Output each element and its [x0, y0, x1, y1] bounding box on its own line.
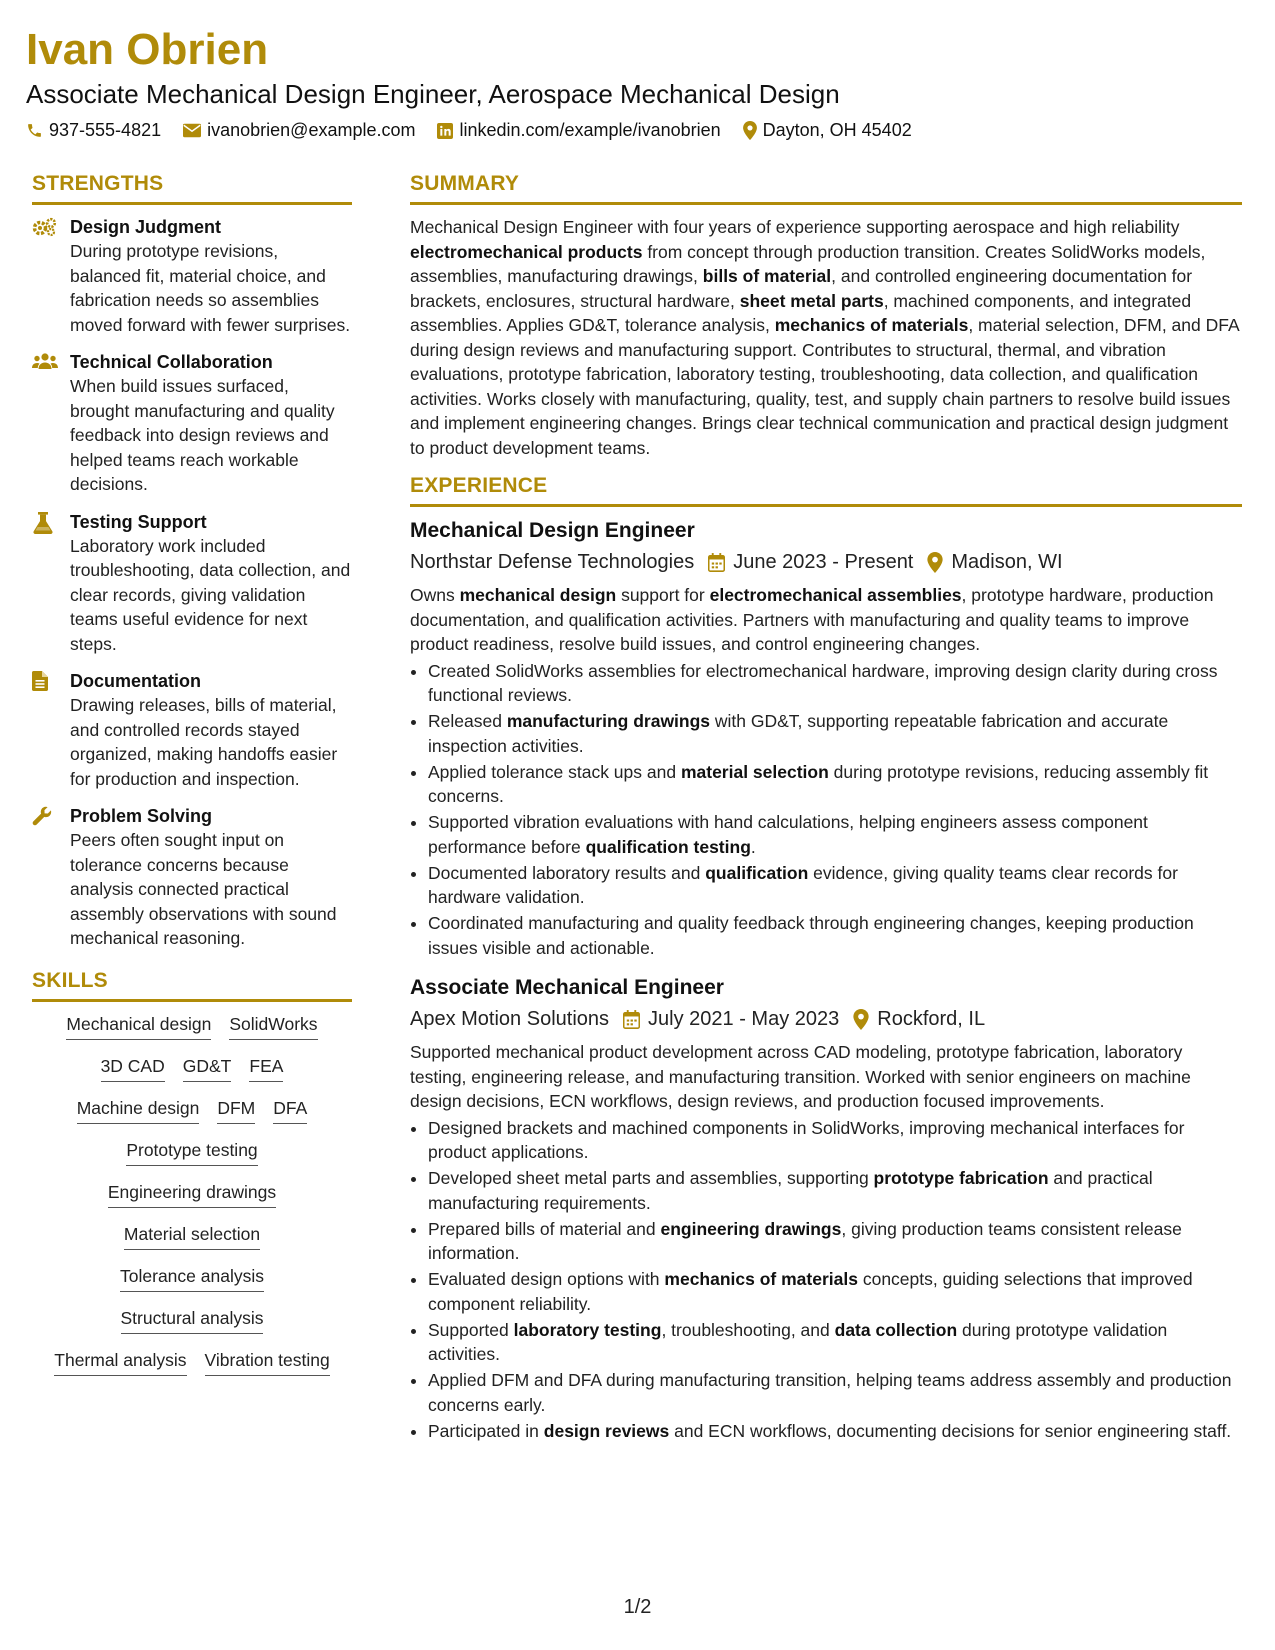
job-location-text: Rockford, IL [877, 1008, 986, 1030]
skill-tag: DFM [217, 1096, 255, 1124]
job-title: Associate Mechanical Engineer [410, 976, 724, 999]
summary-heading: SUMMARY [410, 172, 1242, 205]
skill-tag: Mechanical design [66, 1012, 211, 1040]
skill-tag: Vibration testing [205, 1348, 330, 1376]
job-meta [410, 1006, 1242, 1032]
document-icon [32, 671, 48, 691]
skills-heading: SKILLS [32, 969, 352, 1002]
job-company: Apex Motion Solutions [410, 1008, 610, 1030]
skill-tag: Material selection [124, 1222, 260, 1250]
skill-tag: 3D CAD [101, 1054, 165, 1082]
resume-header [26, 24, 1249, 141]
envelope-icon [183, 123, 201, 138]
linkedin-text: linkedin.com/example/ivanobrien [459, 120, 721, 140]
skills-row [32, 1054, 352, 1082]
contact-linkedin[interactable] [437, 120, 720, 141]
left-column [32, 172, 352, 1390]
job-company: Northstar Defense Technologies [410, 551, 695, 573]
job-entry [410, 974, 1242, 1443]
job-location [853, 1006, 985, 1032]
strength-desc: During prototype revisions, balanced fit, material choice, and fabrication needs so assemblies moved forward with fewer surprises. [70, 241, 351, 335]
job-bullet: • Participated in design reviews and ECN workflows, documenting decisions for senior engineering staff. [428, 1419, 1242, 1444]
job-bullet: • Supported vibration evaluations with hand calculations, helping engineers assess component performance before qualification testing. [428, 810, 1242, 859]
candidate-title: Associate Mechanical Design Engineer, Aerospace Mechanical Design [26, 79, 840, 109]
job-bullets [410, 1116, 1242, 1444]
contact-phone[interactable] [26, 120, 161, 141]
job-bullet: • Applied DFM and DFA during manufacturing transition, helping teams address assembly and production concerns early. [428, 1368, 1242, 1417]
job-bullet: • Released manufacturing drawings with GD&T, supporting repeatable fabrication and accurate inspection activities. [428, 709, 1242, 758]
strength-title: Design Judgment [70, 217, 222, 237]
strength-item [32, 804, 352, 951]
job-description: Supported mechanical product development across CAD modeling, prototype fabrication, laboratory testing, engineering release, and manufacturing transition. Worked with senior engineers on machine design decisions, ECN workflows, design reviews, and production focused improvements. [410, 1042, 1191, 1111]
skills-row [32, 1096, 352, 1124]
strength-desc: When build issues surfaced, brought manufacturing and quality feedback into design reviews and helped teams reach workable decisions. [70, 376, 335, 494]
candidate-name: Ivan Obrien [26, 25, 269, 74]
job-dates [708, 549, 913, 575]
job-bullet: • Evaluated design options with mechanics of materials concepts, guiding selections that improved component reliability. [428, 1267, 1242, 1316]
strength-desc: Peers often sought input on tolerance concerns because analysis connected practical assembly observations with sound mechanical reasoning. [70, 830, 337, 948]
contact-location [743, 120, 912, 141]
wrench-icon [32, 806, 52, 826]
job-dates-text: June 2023 - Present [733, 551, 914, 573]
summary-text: Mechanical Design Engineer with four years of experience supporting aerospace and high reliability electromechanical products from concept through production transition. Creates SolidWorks models, assemblies, manufacturing drawings, bills of material, and controlled engineering documentation for brackets, enclosures, structural hardware, sheet metal parts, machined components, and integrated assemblies. Applies GD&T, tolerance analysis, mechanics of materials, material selection, DFM, and DFA during design reviews and manufacturing support. Contributes to structural, thermal, and vibration evaluations, prototype fabrication, laboratory testing, troubleshooting, data collection, and qualification activities. Works closely with manufacturing, quality, test, and supply chain partners to resolve build issues and implement engineering changes. Brings clear technical communication and practical design judgment to product development teams. [410, 217, 1239, 458]
skill-tag: Engineering drawings [108, 1180, 276, 1208]
map-pin-icon [743, 121, 757, 140]
people-icon [32, 352, 58, 370]
job-bullet: • Designed brackets and machined components in SolidWorks, improving mechanical interfaces for product applications. [428, 1116, 1242, 1165]
job-dates [623, 1006, 839, 1032]
gears-icon [32, 217, 58, 237]
location-text: Dayton, OH 45402 [762, 120, 912, 140]
job-location [927, 549, 1062, 575]
strength-desc: Laboratory work included troubleshooting, data collection, and clear records, giving validation teams useful evidence for next steps. [70, 535, 351, 654]
skills-row [32, 1138, 352, 1166]
job-bullet: • Developed sheet metal parts and assemblies, supporting prototype fabrication and practical manufacturing requirements. [428, 1166, 1242, 1215]
flask-icon [32, 512, 54, 534]
right-column [410, 172, 1242, 1457]
skills-row [32, 1264, 352, 1292]
job-bullet: • Created SolidWorks assemblies for electromechanical hardware, improving design clarity during cross functional reviews. [428, 659, 1242, 708]
experience-list [410, 517, 1242, 1443]
skill-tag: Machine design [77, 1096, 200, 1124]
strength-title: Technical Collaboration [70, 352, 273, 372]
job-description: Owns mechanical design support for electromechanical assemblies, prototype hardware, production documentation, and qualification activities. Partners with manufacturing and quality teams to improve product readiness, resolve build issues, and control engineering changes. [410, 585, 1214, 654]
job-bullets [410, 659, 1242, 961]
job-dates-text: July 2021 - May 2023 [648, 1008, 840, 1030]
skill-tag: Structural analysis [121, 1306, 264, 1334]
strengths-heading: STRENGTHS [32, 172, 352, 205]
skill-tag: Prototype testing [126, 1138, 257, 1166]
skills-row [32, 1348, 352, 1376]
skills-section [32, 969, 352, 1376]
map-pin-icon [927, 552, 943, 573]
job-title: Mechanical Design Engineer [410, 519, 695, 542]
skills-row [32, 1222, 352, 1250]
skill-tag: SolidWorks [229, 1012, 317, 1040]
phone-icon [26, 122, 43, 139]
skills-row [32, 1180, 352, 1208]
strength-item [32, 669, 352, 791]
skill-tag: FEA [249, 1054, 283, 1082]
experience-heading: EXPERIENCE [410, 474, 1242, 507]
calendar-icon [623, 1010, 640, 1029]
strength-title: Testing Support [70, 511, 207, 532]
calendar-icon [708, 553, 725, 572]
strength-title: Documentation [70, 671, 202, 691]
map-pin-icon [853, 1009, 869, 1030]
strength-item [32, 350, 352, 497]
skills-row [32, 1012, 352, 1040]
strength-title: Problem Solving [70, 806, 213, 826]
skill-tag: Tolerance analysis [120, 1264, 264, 1292]
strength-item [32, 215, 352, 337]
email-text: ivanobrien@example.com [207, 120, 416, 140]
contact-bar [26, 120, 1249, 141]
contact-email[interactable] [183, 120, 415, 141]
job-bullet: • Supported laboratory testing, troubleshooting, and data collection during prototype validation activities. [428, 1318, 1242, 1367]
skill-tag: DFA [273, 1096, 307, 1124]
job-bullet: • Prepared bills of material and engineering drawings, giving production teams consistent release information. [428, 1217, 1242, 1266]
job-meta [410, 549, 1242, 575]
page-number: 1/2 [623, 1596, 652, 1618]
phone-text: 937-555-4821 [49, 120, 162, 140]
skill-tag: Thermal analysis [54, 1348, 186, 1376]
job-bullet: • Documented laboratory results and qualification evidence, giving quality teams clear records for hardware validation. [428, 861, 1242, 910]
job-bullet: • Applied tolerance stack ups and material selection during prototype revisions, reducing assembly fit concerns. [428, 760, 1242, 809]
skills-list [32, 1012, 352, 1376]
strength-item [32, 510, 352, 657]
skills-row [32, 1306, 352, 1334]
job-location-text: Madison, WI [951, 551, 1063, 573]
linkedin-icon [437, 123, 453, 139]
job-bullet: • Coordinated manufacturing and quality feedback through engineering changes, keeping production issues visible and actionable. [428, 911, 1242, 960]
job-entry [410, 517, 1242, 960]
skill-tag: GD&T [183, 1054, 232, 1082]
strength-desc: Drawing releases, bills of material, and controlled records stayed organized, making handoffs easier for production and inspection. [70, 695, 338, 789]
